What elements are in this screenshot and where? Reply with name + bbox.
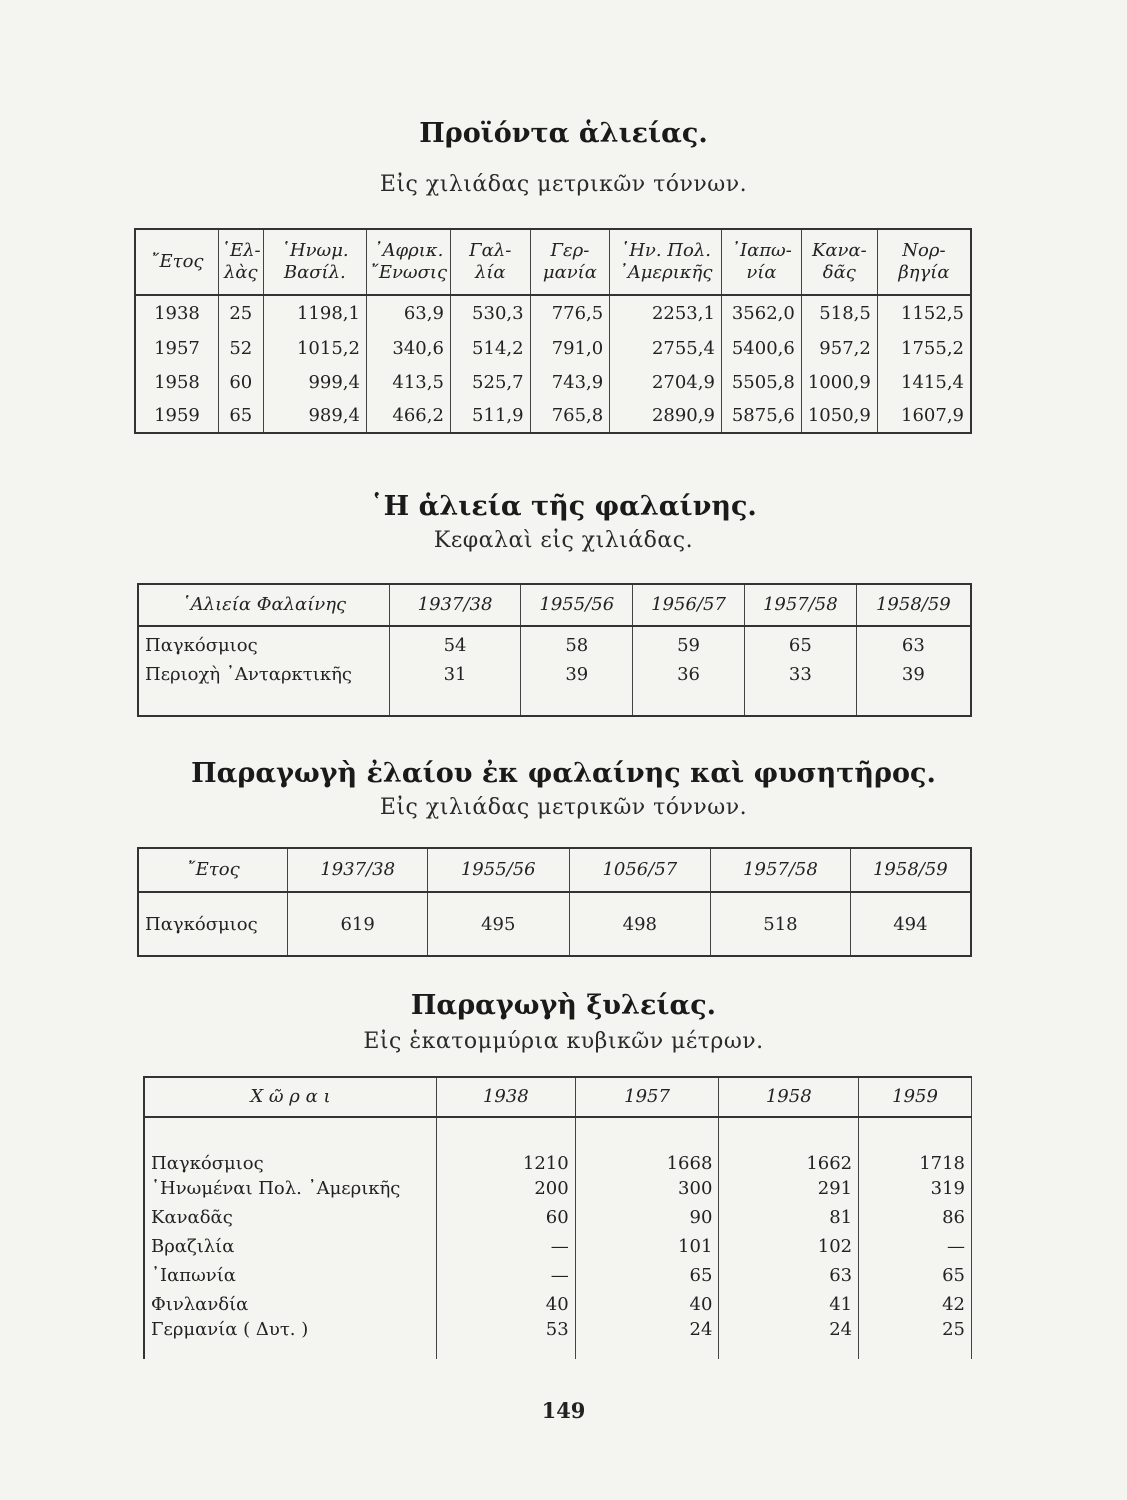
table-cell: 413,5: [366, 365, 450, 399]
timber-header-cell: 1938: [436, 1077, 575, 1117]
row-label: Καναδᾶς: [144, 1203, 436, 1232]
row-label: ῾Ηνωμέναι Πολ. ᾿Αμερικῆς: [144, 1174, 436, 1203]
fishery-subtitle: Εἰς χιλιάδας μετρικῶν τόννων.: [379, 172, 748, 197]
whaling-header-cell: 1937/38: [389, 584, 521, 626]
table-cell: 60: [218, 365, 263, 399]
whaling-table: [137, 583, 972, 717]
table-row: [135, 365, 971, 399]
table-cell: 65: [218, 399, 263, 433]
table-cell: 743,9: [530, 365, 610, 399]
row-label: Βραζιλία: [144, 1232, 436, 1261]
table-cell: 5875,6: [721, 399, 801, 433]
table-cell: 1938: [135, 295, 218, 331]
table-cell: —: [859, 1232, 972, 1261]
table-row: [144, 1203, 972, 1232]
fishery-header-cell: ῎Ετος: [135, 229, 218, 295]
table-cell: 24: [719, 1319, 859, 1359]
table-cell: 498: [569, 892, 711, 956]
table-cell: 31: [389, 664, 521, 716]
table-row: [135, 331, 971, 365]
table-cell: 1210: [436, 1117, 575, 1174]
table-cell: 2755,4: [610, 331, 722, 365]
timber-header-cell: 1957: [575, 1077, 719, 1117]
table-cell: 1718: [859, 1117, 972, 1174]
table-row: [138, 626, 971, 664]
table-cell: 1662: [719, 1117, 859, 1174]
table-row: [144, 1117, 972, 1174]
table-cell: 1957: [135, 331, 218, 365]
table-cell: 25: [218, 295, 263, 331]
table-cell: 518,5: [801, 295, 877, 331]
table-cell: 494: [850, 892, 971, 956]
fishery-header-cell: ᾿Αφρικ. ῎Ενωσις: [366, 229, 450, 295]
table-cell: 1152,5: [877, 295, 971, 331]
table-cell: 52: [218, 331, 263, 365]
row-label: ᾿Ιαπωνία: [144, 1261, 436, 1290]
fishery-header-cell: ῾Ηνωμ. Βασίλ.: [263, 229, 366, 295]
row-label: Φινλανδία: [144, 1290, 436, 1319]
whaling-title: ῾Η ἁλιεία τῆς φαλαίνης.: [370, 491, 757, 522]
table-cell: 300: [575, 1174, 719, 1203]
table-cell: 63: [856, 626, 971, 664]
whaling-header-cell: 1955/56: [521, 584, 633, 626]
table-cell: 319: [859, 1174, 972, 1203]
page-number: 149: [541, 1398, 586, 1423]
fishery-header-cell: Κανα- δᾶς: [801, 229, 877, 295]
table-cell: 1198,1: [263, 295, 366, 331]
table-cell: 53: [436, 1319, 575, 1359]
table-cell: 101: [575, 1232, 719, 1261]
table-cell: 58: [521, 626, 633, 664]
table-cell: 1607,9: [877, 399, 971, 433]
table-cell: 2253,1: [610, 295, 722, 331]
table-cell: 86: [859, 1203, 972, 1232]
table-cell: 340,6: [366, 331, 450, 365]
table-row: [135, 295, 971, 331]
table-cell: —: [436, 1232, 575, 1261]
fishery-header-cell: Γαλ- λία: [450, 229, 530, 295]
table-cell: 530,3: [450, 295, 530, 331]
table-cell: —: [436, 1261, 575, 1290]
whale-oil-header-cell: ῎Ετος: [138, 848, 288, 892]
table-cell: 65: [575, 1261, 719, 1290]
whale-oil-header-cell: 1056/57: [569, 848, 711, 892]
table-cell: 63: [719, 1261, 859, 1290]
table-cell: 25: [859, 1319, 972, 1359]
table-cell: 1015,2: [263, 331, 366, 365]
table-cell: 3562,0: [721, 295, 801, 331]
fishery-header-cell: ῾Ελ- λὰς: [218, 229, 263, 295]
timber-header-cell: Χ ῶ ρ α ι: [144, 1077, 436, 1117]
row-label: Περιοχὴ ᾿Ανταρκτικῆς: [138, 664, 389, 716]
table-cell: 525,7: [450, 365, 530, 399]
fishery-table: [134, 228, 972, 434]
table-cell: 39: [856, 664, 971, 716]
whale-oil-header-cell: 1955/56: [427, 848, 569, 892]
table-cell: 765,8: [530, 399, 610, 433]
whale-oil-header-cell: 1937/38: [288, 848, 428, 892]
row-label: Παγκόσμιος: [144, 1117, 436, 1174]
table-cell: 36: [633, 664, 745, 716]
table-cell: 776,5: [530, 295, 610, 331]
whale-oil-subtitle: Εἰς χιλιάδας μετρικῶν τόννων.: [379, 795, 748, 820]
whale-oil-header-cell: 1957/58: [711, 848, 851, 892]
whaling-header-cell: 1958/59: [856, 584, 971, 626]
fishery-header-cell: ᾿Ιαπω- νία: [721, 229, 801, 295]
table-cell: 2704,9: [610, 365, 722, 399]
table-cell: 495: [427, 892, 569, 956]
whale-oil-title: Παραγωγὴ ἐλαίου ἐκ φαλαίνης καὶ φυσητῆρος.: [191, 758, 936, 789]
fishery-title: Προϊόντα ἁλιείας.: [419, 118, 708, 149]
timber-header-cell: 1959: [859, 1077, 972, 1117]
table-cell: 1668: [575, 1117, 719, 1174]
whaling-header-row: [138, 584, 971, 626]
table-cell: 1959: [135, 399, 218, 433]
whale-oil-table: [137, 847, 972, 957]
table-cell: 791,0: [530, 331, 610, 365]
fishery-header-row: [135, 229, 971, 295]
table-cell: 1958: [135, 365, 218, 399]
table-cell: 518: [711, 892, 851, 956]
timber-title: Παραγωγὴ ξυλείας.: [410, 990, 717, 1021]
row-label: Γερμανία ( Δυτ. ): [144, 1319, 436, 1359]
table-cell: 1000,9: [801, 365, 877, 399]
table-cell: 291: [719, 1174, 859, 1203]
table-cell: 2890,9: [610, 399, 722, 433]
table-cell: 59: [633, 626, 745, 664]
table-cell: 989,4: [263, 399, 366, 433]
fishery-header-cell: ῾Ην. Πολ. ᾿Αμερικῆς: [610, 229, 722, 295]
table-cell: 1755,2: [877, 331, 971, 365]
timber-subtitle: Εἰς ἑκατομμύρια κυβικῶν μέτρων.: [363, 1029, 764, 1054]
table-cell: 65: [744, 626, 856, 664]
table-cell: 63,9: [366, 295, 450, 331]
table-cell: 41: [719, 1290, 859, 1319]
table-cell: 200: [436, 1174, 575, 1203]
table-row: [144, 1290, 972, 1319]
table-cell: 5505,8: [721, 365, 801, 399]
table-cell: 65: [859, 1261, 972, 1290]
table-cell: 957,2: [801, 331, 877, 365]
table-cell: 90: [575, 1203, 719, 1232]
whaling-header-cell: 1956/57: [633, 584, 745, 626]
table-row: [144, 1261, 972, 1290]
table-cell: 42: [859, 1290, 972, 1319]
timber-table: [143, 1076, 972, 1359]
table-cell: 39: [521, 664, 633, 716]
whale-oil-header-cell: 1958/59: [850, 848, 971, 892]
table-row: [138, 664, 971, 716]
table-cell: 5400,6: [721, 331, 801, 365]
table-cell: 999,4: [263, 365, 366, 399]
table-cell: 619: [288, 892, 428, 956]
table-cell: 102: [719, 1232, 859, 1261]
table-cell: 54: [389, 626, 521, 664]
table-row: [144, 1319, 972, 1359]
whaling-subtitle: Κεφαλαὶ εἰς χιλιάδας.: [433, 528, 694, 553]
timber-header-row: [144, 1077, 972, 1117]
table-cell: 40: [436, 1290, 575, 1319]
table-cell: 81: [719, 1203, 859, 1232]
whaling-header-cell: 1957/58: [744, 584, 856, 626]
table-cell: 514,2: [450, 331, 530, 365]
table-cell: 1050,9: [801, 399, 877, 433]
row-label: Παγκόσμιος: [138, 892, 288, 956]
table-row: [138, 892, 971, 956]
row-label: Παγκόσμιος: [138, 626, 389, 664]
whaling-header-cell: ῾Αλιεία Φαλαίνης: [138, 584, 389, 626]
table-cell: 466,2: [366, 399, 450, 433]
fishery-header-cell: Γερ- μανία: [530, 229, 610, 295]
table-cell: 1415,4: [877, 365, 971, 399]
table-cell: 24: [575, 1319, 719, 1359]
table-cell: 40: [575, 1290, 719, 1319]
table-cell: 511,9: [450, 399, 530, 433]
table-row: [144, 1232, 972, 1261]
table-row: [135, 399, 971, 433]
whale-oil-header-row: [138, 848, 971, 892]
table-row: [144, 1174, 972, 1203]
fishery-header-cell: Νορ- βηγία: [877, 229, 971, 295]
timber-header-cell: 1958: [719, 1077, 859, 1117]
table-cell: 33: [744, 664, 856, 716]
table-cell: 60: [436, 1203, 575, 1232]
